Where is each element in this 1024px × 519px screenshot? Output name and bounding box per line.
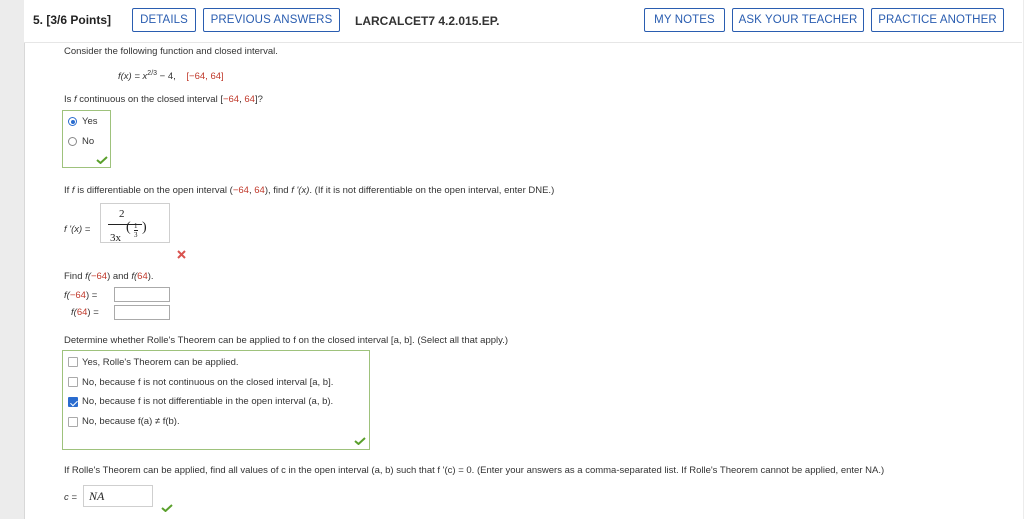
interval: [−64, 64] bbox=[186, 71, 224, 83]
row2-f: f( bbox=[71, 307, 77, 318]
continuity-question bbox=[64, 94, 263, 105]
answer-denominator-base: 3x bbox=[110, 232, 121, 244]
q2-d: ), find bbox=[264, 185, 292, 196]
f-neg64-input[interactable] bbox=[114, 287, 170, 302]
rolle-option-4-label: No, because f(a) ≠ f(b). bbox=[82, 416, 180, 427]
answer-numerator: 2 bbox=[119, 208, 125, 220]
q2-b: is differentiable on the open interval ( bbox=[74, 185, 233, 196]
assignment-code: LARCALCET7 4.2.015.EP. bbox=[355, 14, 500, 28]
q3-a: Find bbox=[64, 271, 86, 282]
incorrect-x-icon bbox=[177, 250, 186, 259]
rolle-option-2-label: No, because f is not continuous on the closed interval [a, b]. bbox=[82, 377, 334, 388]
radio-yes[interactable] bbox=[68, 117, 77, 126]
row2-end: ) = bbox=[87, 307, 99, 318]
q1-f: f bbox=[74, 94, 77, 105]
function-lhs: f(x) = x bbox=[118, 71, 148, 83]
correct-check-icon bbox=[96, 156, 108, 164]
row1-f: f( bbox=[64, 290, 70, 301]
c-label: c = bbox=[64, 492, 77, 503]
problem-intro: Consider the following function and closed interval. bbox=[64, 46, 278, 57]
rolle-option-3-checkbox[interactable] bbox=[68, 397, 78, 407]
c-values-question: If Rolle's Theorem can be applied, find all values of c in the open interval (a, b) such that f '(c) = 0. (Enter your answers as a comma-separated list. If Rolle's Theorem cannot be applied, enter NA.) bbox=[64, 465, 885, 476]
previous-answers-button[interactable]: PREVIOUS ANSWERS bbox=[203, 8, 340, 32]
q3-end: ). bbox=[147, 271, 154, 282]
derivative-label: f '(x) = bbox=[64, 224, 91, 235]
q1-end: ]? bbox=[254, 94, 263, 105]
q1-mid: continuous on the closed interval [ bbox=[76, 94, 223, 105]
function-exponent: 2/3 bbox=[147, 70, 158, 77]
rolle-option-4-checkbox[interactable] bbox=[68, 417, 78, 427]
q2-fp: f '(x) bbox=[291, 185, 310, 196]
radio-no[interactable] bbox=[68, 137, 77, 146]
q1-b: 64 bbox=[244, 94, 255, 105]
q2-a: If bbox=[64, 185, 72, 196]
derivative-question bbox=[64, 185, 554, 196]
rolle-option-1-label: Yes, Rolle's Theorem can be applied. bbox=[82, 357, 239, 368]
question-number: 5. [3/6 Points] bbox=[33, 13, 112, 27]
details-button[interactable]: DETAILS bbox=[132, 8, 196, 32]
f-neg64-label bbox=[64, 290, 97, 301]
exp-num: 1 bbox=[134, 222, 138, 230]
rolle-option-3-label: No, because f is not differentiable in the open interval (a, b). bbox=[82, 396, 334, 407]
q2-c: , bbox=[248, 185, 255, 196]
ask-your-teacher-button[interactable]: ASK YOUR TEACHER bbox=[732, 8, 864, 32]
q1-sep: , bbox=[239, 94, 245, 105]
option-yes-label: Yes bbox=[82, 116, 98, 127]
q3-mid: ) and bbox=[107, 271, 132, 282]
rolle-question: Determine whether Rolle's Theorem can be applied to f on the closed interval [a, b]. (Select all that apply.) bbox=[64, 335, 508, 346]
q3-lo: −64 bbox=[90, 271, 108, 282]
q3-f2: f( bbox=[131, 271, 138, 282]
q1-a: −64 bbox=[222, 94, 240, 105]
exp-den: 3 bbox=[134, 231, 138, 239]
f-64-label bbox=[71, 307, 99, 318]
row1-val: −64 bbox=[69, 290, 86, 301]
rolle-option-2-checkbox[interactable] bbox=[68, 377, 78, 387]
q3-f1: f( bbox=[85, 271, 91, 282]
row1-end: ) = bbox=[85, 290, 98, 301]
my-notes-button[interactable]: MY NOTES bbox=[644, 8, 725, 32]
function-definition bbox=[118, 70, 224, 82]
c-answer-value: NA bbox=[89, 489, 105, 503]
practice-another-button[interactable]: PRACTICE ANOTHER bbox=[871, 8, 1004, 32]
answer-exponent bbox=[134, 222, 138, 239]
find-values-prompt bbox=[64, 271, 154, 282]
f-64-input[interactable] bbox=[114, 305, 170, 320]
c-answer-input[interactable] bbox=[83, 485, 153, 507]
option-no-label: No bbox=[82, 136, 95, 147]
function-tail: − 4, bbox=[157, 71, 176, 83]
correct-check-icon bbox=[161, 504, 173, 512]
rolle-option-1-checkbox[interactable] bbox=[68, 357, 78, 367]
q2-e: . (If it is not differentiable on the open interval, enter DNE.) bbox=[309, 185, 555, 196]
correct-check-icon bbox=[354, 437, 366, 445]
q2-lo: −64 bbox=[232, 185, 249, 196]
exp-open-paren: ( bbox=[126, 220, 131, 235]
q2-f: f bbox=[71, 185, 75, 196]
q3-hi: 64 bbox=[137, 271, 148, 282]
q1-prefix: Is bbox=[64, 94, 75, 105]
exp-close-paren: ) bbox=[142, 220, 147, 235]
q2-hi: 64 bbox=[254, 185, 265, 196]
row2-val: 64 bbox=[76, 307, 88, 318]
